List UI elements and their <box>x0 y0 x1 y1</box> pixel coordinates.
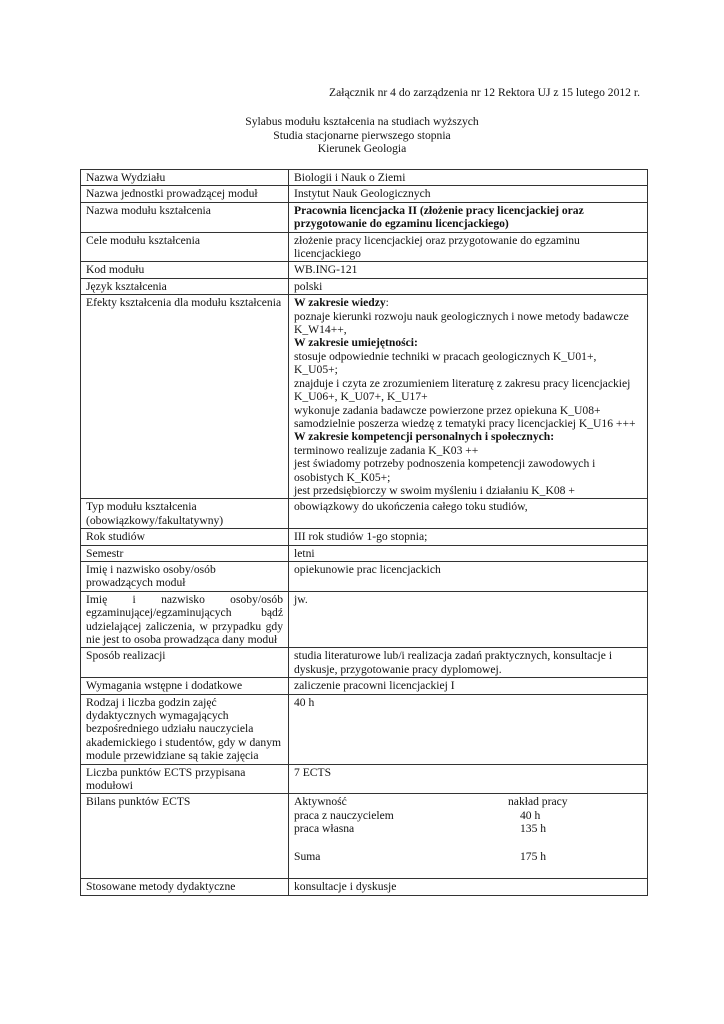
syllabus-table <box>80 169 648 896</box>
ects-bottom-gap <box>294 863 642 877</box>
row-didactic <box>81 879 648 895</box>
skills-outcome-4: samodzielnie poszerza wiedzę z tematyki pracy licencjackiej K_U16 +++ <box>294 416 636 430</box>
row-unit <box>81 186 648 202</box>
lecturers-value: opiekunowie prac licencjackich <box>289 561 648 591</box>
skills-outcome-1: stosuje odpowiednie techniki w pracach geologicznych K_U01+, K_U05+; <box>294 349 597 377</box>
knowledge-heading-line <box>294 296 642 309</box>
outcomes-value <box>289 295 648 499</box>
social-outcome-3: jest przedsiębiorczy w swoim myśleniu i działaniu K_K08 + <box>294 483 575 497</box>
examiners-label-line-4: nie jest to osoba prowadząca dany moduł <box>86 633 278 646</box>
requirements-value: zaliczenie pracowni licencjackiej I <box>289 678 648 694</box>
module-type-value: obowiązkowy do ukończenia całego toku studiów, <box>289 499 648 529</box>
skills-outcome-2: znajduje i czyta ze zrozumieniem literaturę z zakresu pracy licencjackiej K_U06+, K_U07+, K_U17+ <box>294 376 631 404</box>
examiners-label-line-3: udzielającej zaliczenia, w przypadku gdy <box>86 619 283 633</box>
ects-col-activity: Aktywność <box>294 795 347 809</box>
ects-workload-2: 135 h <box>520 822 547 836</box>
outcomes-label: Efekty kształcenia dla modułu kształcenia <box>81 295 289 499</box>
module-type-label: Typ modułu kształcenia (obowiązkowy/fakultatywny) <box>81 499 289 529</box>
ects-balance-label: Bilans punktów ECTS <box>81 794 289 879</box>
language-label: Język kształcenia <box>81 278 289 294</box>
goals-value: złożenie pracy licencjackiej oraz przygotowanie do egzaminu licencjackiego <box>289 232 648 262</box>
didactic-label: Stosowane metody dydaktyczne <box>81 879 289 895</box>
unit-value: Instytut Nauk Geologicznych <box>289 186 648 202</box>
examiners-label-line-2: egzaminującej/egzaminujących bądź <box>86 606 283 620</box>
module-name-label: Nazwa modułu kształcenia <box>81 202 289 232</box>
row-goals <box>81 232 648 262</box>
hours-value: 40 h <box>289 694 648 764</box>
row-faculty <box>81 170 648 186</box>
ects-col-workload: nakład pracy <box>508 795 568 809</box>
language-value: polski <box>289 278 648 294</box>
method-label: Sposób realizacji <box>81 648 289 678</box>
row-module-name <box>81 202 648 232</box>
row-ects-points <box>81 764 648 794</box>
semester-value: letni <box>289 545 648 561</box>
row-semester <box>81 545 648 561</box>
lecturers-label: Imię i nazwisko osoby/osób prowadzących moduł <box>81 561 289 591</box>
social-outcome-2: jest świadomy potrzeby podnoszenia kompetencji zawodowych i osobistych K_K05+; <box>294 457 596 484</box>
module-name-value: Pracownia licencjacka II (złożenie pracy licencjackiej oraz przygotowanie do egzaminu licencjackiego) <box>289 202 648 232</box>
knowledge-heading: W zakresie wiedzy <box>294 296 386 310</box>
row-requirements <box>81 678 648 694</box>
ects-points-value: 7 ECTS <box>289 764 648 794</box>
ects-gap-left <box>294 836 508 850</box>
year-value: III rok studiów 1-go stopnia; <box>289 529 648 545</box>
row-hours <box>81 694 648 764</box>
title-line-2: Studia stacjonarne pierwszego stopnia <box>273 128 451 142</box>
social-heading: W zakresie kompetencji personalnych i społecznych: <box>294 430 555 444</box>
row-language <box>81 278 648 294</box>
skills-heading: W zakresie umiejętności: <box>294 336 418 350</box>
row-year <box>81 529 648 545</box>
row-examiners <box>81 591 648 648</box>
examiners-value: jw. <box>289 591 648 648</box>
knowledge-outcome-1: poznaje kierunki rozwoju nauk geologicznych i nowe metody badawcze K_W14++, <box>294 309 629 337</box>
ects-workload-1: 40 h <box>520 808 541 822</box>
didactic-value: konsultacje i dyskusje <box>289 879 648 895</box>
ects-activity-2: praca własna <box>294 822 355 836</box>
hours-label: Rodzaj i liczba godzin zajęć dydaktycznych wymagających bezpośredniego udziału nauczyciela akademickiego i studentów, gdy w danym module przewidziane są takie zajęcia <box>81 694 289 764</box>
knowledge-colon: : <box>385 296 389 310</box>
ects-sum-label: Suma <box>294 849 321 863</box>
unit-label: Nazwa jednostki prowadzącej moduł <box>81 186 289 202</box>
row-method <box>81 648 648 678</box>
examiners-label <box>81 591 289 648</box>
faculty-label: Nazwa Wydziału <box>81 170 289 186</box>
method-value: studia literaturowe lub/i realizacja zadań praktycznych, konsultacje i dyskusje, przygotowanie pracy dyplomowej. <box>289 648 648 678</box>
code-label: Kod modułu <box>81 262 289 278</box>
code-value: WB.ING-121 <box>289 262 648 278</box>
faculty-value: Biologii i Nauk o Ziemi <box>289 170 648 186</box>
row-module-type <box>81 499 648 529</box>
syllabus-titles <box>0 115 724 156</box>
row-code <box>81 262 648 278</box>
year-label: Rok studiów <box>81 529 289 545</box>
semester-label: Semestr <box>81 545 289 561</box>
row-lecturers <box>81 561 648 591</box>
row-ects-balance <box>81 794 648 879</box>
ects-sum-value: 175 h <box>520 849 547 863</box>
skills-outcome-3: wykonuje zadania badawcze powierzone przez opiekuna K_U08+ <box>294 403 601 417</box>
annex-note: Załącznik nr 4 do zarządzenia nr 12 Rektora UJ z 15 lutego 2012 r. <box>329 86 640 99</box>
social-outcome-1: terminowo realizuje zadania K_K03 ++ <box>294 443 479 457</box>
title-line-3: Kierunek Geologia <box>317 142 407 156</box>
ects-points-label: Liczba punktów ECTS przypisana modułowi <box>81 764 289 794</box>
examiners-label-line-1: Imię i nazwisko osoby/osób <box>86 592 283 606</box>
row-outcomes <box>81 295 648 499</box>
title-line-1: Sylabus modułu kształcenia na studiach wyższych <box>245 115 479 128</box>
requirements-label: Wymagania wstępne i dodatkowe <box>81 678 289 694</box>
ects-balance-grid <box>294 795 642 863</box>
ects-balance-value <box>289 794 648 879</box>
goals-label: Cele modułu kształcenia <box>81 232 289 262</box>
ects-gap-right <box>508 836 588 850</box>
ects-activity-1: praca z nauczycielem <box>294 808 394 822</box>
